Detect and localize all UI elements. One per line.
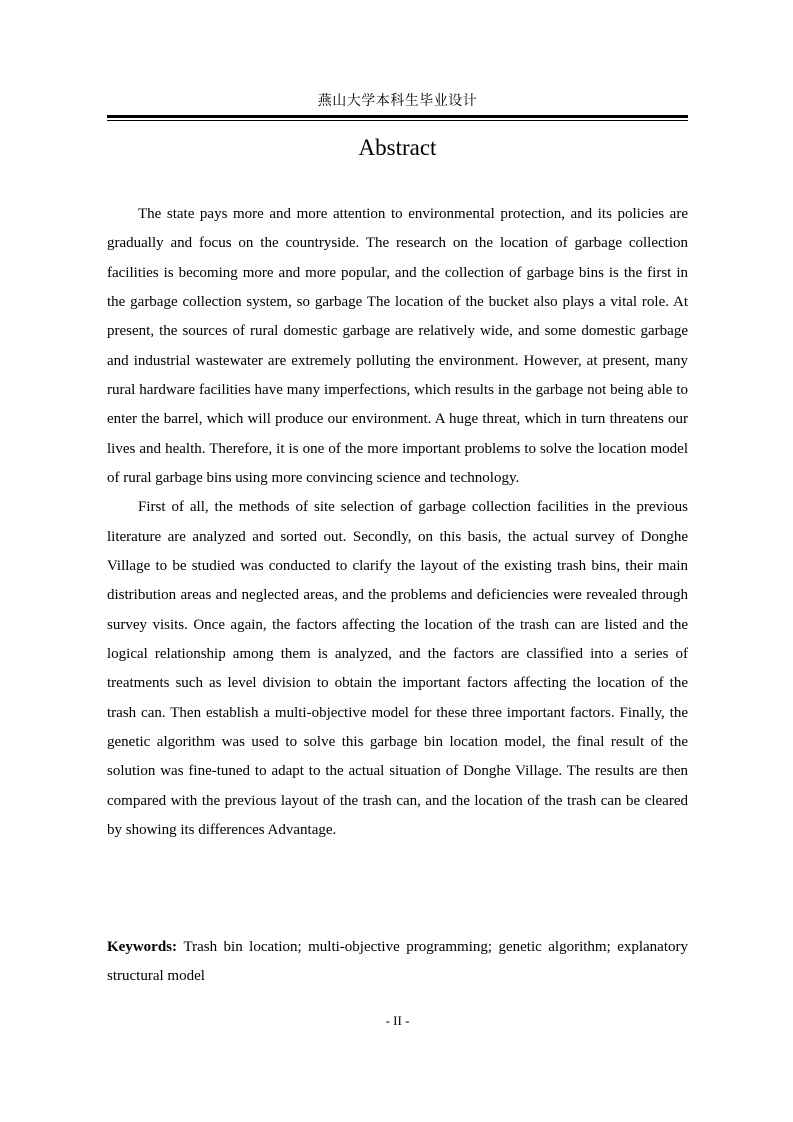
keywords-line: [107, 933, 688, 992]
abstract-title: Abstract: [358, 135, 437, 160]
keywords-text: Trash bin location; multi-objective programming; genetic algorithm; explanatory structural model: [107, 939, 689, 985]
keywords-label: Keywords:: [107, 939, 177, 955]
running-header: 燕山大学本科生毕业设计: [317, 94, 478, 109]
abstract-paragraph-1: The state pays more and more attention to environmental protection, and its policies are gradually and focus on the countryside. The research on the location of garbage collection facilities is becoming more and more popular, and the collection of garbage bins is the first in the garbage collection system, so garbage The location of the bucket also plays a vital role. At present, the sources of rural domestic garbage are relatively wide, and some domestic garbage and industrial wastewater are extremely polluting the environment. However, at present, many rural hardware facilities have many imperfections, which results in the garbage not being able to enter the barrel, which will produce our environment. A huge threat, which in turn threatens our lives and health. Therefore, it is one of the more important problems to solve the location model of rural garbage bins using more convincing science and technology.: [107, 206, 688, 486]
header-rule-thin: [107, 120, 688, 121]
abstract-paragraph-2: First of all, the methods of site selection of garbage collection facilities in the previous literature are analyzed and sorted out. Secondly, on this basis, the actual survey of Donghe Village to be studied was conducted to clarify the layout of the existing trash bins, their main distribution areas and neglected areas, and the problems and deficiencies were revealed through survey visits. Once again, the factors affecting the location of the trash can are listed and the logical relationship among them is analyzed, and the factors are classified into a series of treatments such as level division to obtain the important factors affecting the location of the trash can. Then establish a multi-objective model for these three important factors. Finally, the genetic algorithm was used to solve this garbage bin location model, the final result of the solution was fine-tuned to adapt to the actual situation of Donghe Village. The results are then compared with the previous layout of the trash can, and the location of the trash can be cleared by showing its differences Advantage.: [107, 499, 688, 838]
page-number: - II -: [385, 1013, 410, 1028]
header-rule-thick: [107, 115, 688, 118]
abstract-body: [107, 200, 688, 845]
